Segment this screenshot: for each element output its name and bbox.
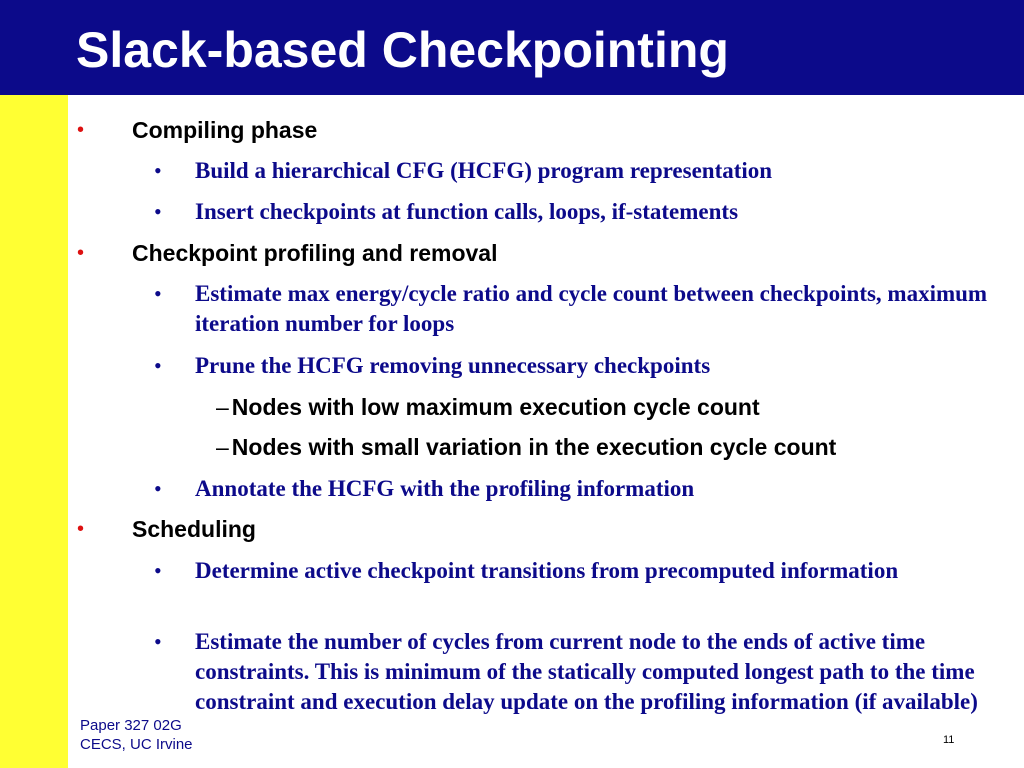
list-item: Prune the HCFG removing unnecessary checkpoints [195,353,711,378]
footer-line-affiliation: CECS, UC Irvine [80,736,193,753]
list-item: Annotate the HCFG with the profiling information [195,476,695,501]
section-heading-scheduling: Scheduling [132,516,256,542]
item-bullet-icon: • [154,158,162,183]
sub-list-item-text: Nodes with low maximum execution cycle count [231,394,760,420]
sub-list-item [216,393,760,421]
section-bullet-icon: • [77,242,85,264]
item-bullet-icon: • [154,199,162,224]
section-heading-compiling: Compiling phase [132,117,318,143]
item-bullet-icon: • [154,629,162,654]
item-bullet-icon: • [154,281,162,306]
sub-list-item [216,433,836,461]
slide-title: Slack-based Checkpointing [76,22,729,78]
list-item: Determine active checkpoint transitions from precomputed information [195,558,899,583]
dash-icon: – [216,394,229,420]
list-item: Insert checkpoints at function calls, loops, if-statements [195,199,739,224]
dash-icon: – [216,434,229,460]
section-heading-profiling: Checkpoint profiling and removal [132,240,498,266]
sub-list-item-text: Nodes with small variation in the execution cycle count [231,434,837,460]
footer-line-paper: Paper 327 02G [80,717,182,734]
section-bullet-icon: • [77,518,85,540]
list-item: Build a hierarchical CFG (HCFG) program representation [195,158,773,183]
page-number: 11 [943,734,955,746]
item-bullet-icon: • [154,558,162,583]
section-bullet-icon: • [77,119,85,141]
list-item: Estimate max energy/cycle ratio and cycle count between checkpoints, maximum iteration number for loops [195,281,988,336]
slide-footer [80,716,193,754]
item-bullet-icon: • [154,353,162,378]
item-bullet-icon: • [154,476,162,501]
list-item: Estimate the number of cycles from current node to the ends of active time constraints. This is minimum of the statically computed longest path to the time constraint and execution delay update on the profiling information (if available) [195,629,978,714]
